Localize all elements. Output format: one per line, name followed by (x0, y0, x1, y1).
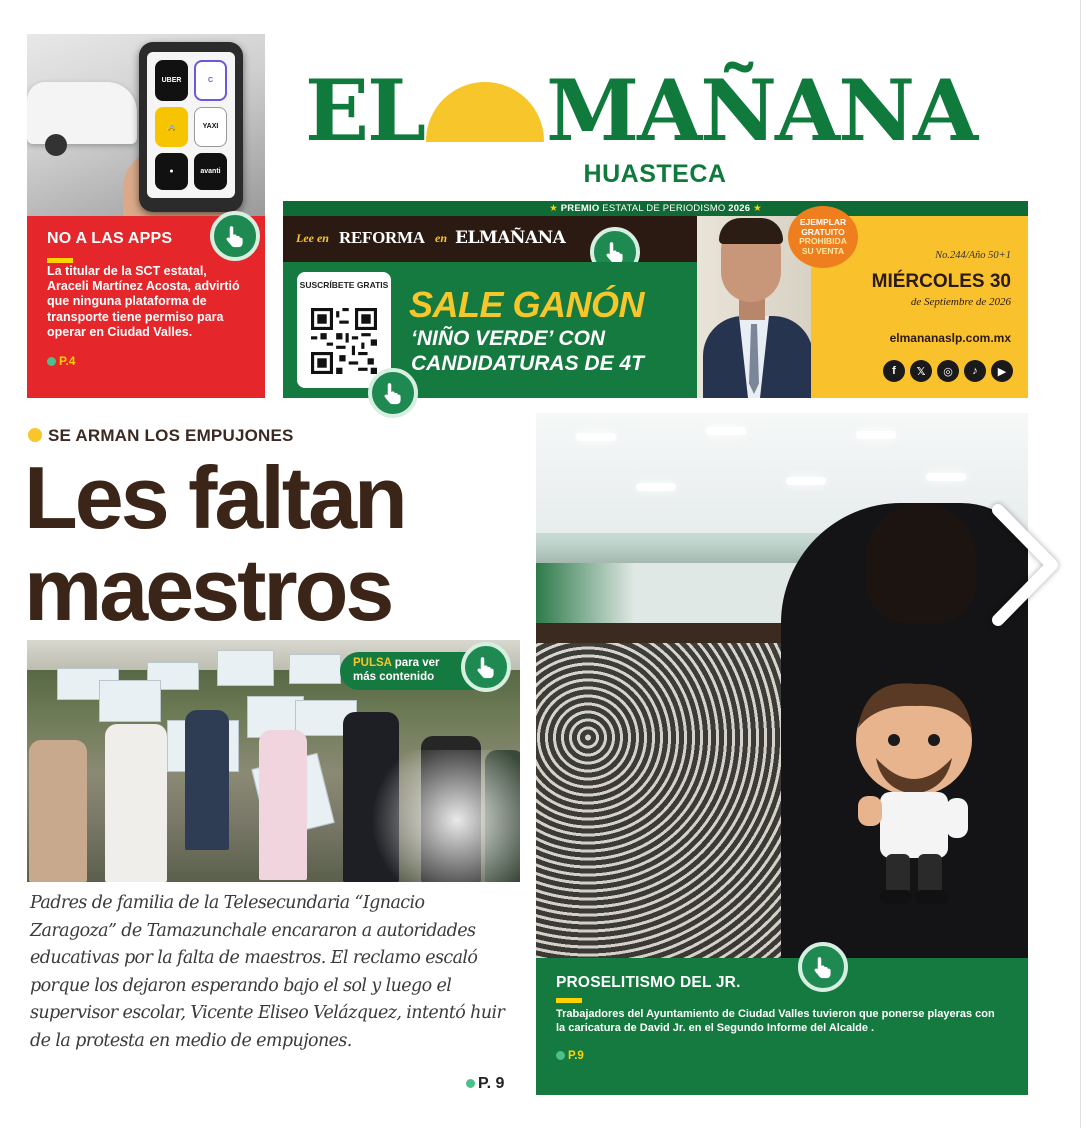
lead-headline[interactable]: Les faltan maestros (24, 448, 405, 639)
side-story-page-ref: P.9 (556, 1050, 584, 1062)
tap-hand-icon[interactable] (798, 942, 848, 992)
apps-story-photo (27, 34, 265, 216)
main-promo-banner[interactable] (283, 262, 697, 398)
funko-caricature-figure (836, 678, 986, 908)
el-manana-small-logo: ELMAÑANA (455, 228, 566, 248)
page-dot-icon (466, 1079, 475, 1088)
side-story-title: PROSELITISMO DEL JR. (556, 974, 741, 991)
app-tile: avanti (194, 153, 227, 190)
accent-bar (47, 258, 73, 263)
taxi-car-shape (27, 82, 137, 144)
newspaper-logo[interactable]: EL MAÑANA (305, 61, 977, 160)
app-tile: YAXI (194, 107, 227, 146)
apps-story-title: NO A LAS APPS (47, 230, 173, 247)
accent-bar (556, 998, 582, 1003)
award-strip: ★ PREMIO ESTATAL DE PERIODISMO 2026 ★ (283, 201, 1028, 216)
yellow-dot-icon (28, 428, 42, 442)
website-link[interactable]: elmananaslp.com.mx (889, 331, 1011, 345)
lead-kicker: SE ARMAN LOS EMPUJONES (28, 426, 294, 446)
facebook-icon[interactable]: f (883, 360, 905, 382)
x-icon[interactable]: 𝕏 (910, 360, 932, 382)
taxi-app-icon: 🚕 (155, 107, 188, 146)
page-edge-divider (1080, 0, 1081, 1128)
side-story-text: Trabajadores del Ayuntamiento de Ciudad Valles tuvieron que ponerse playeras con la caricatura de David Jr. en el Segundo Informe del Alcalde . (556, 1008, 995, 1034)
tap-hand-icon[interactable] (210, 211, 260, 261)
youtube-icon[interactable]: ▶ (991, 360, 1013, 382)
apps-story-text: La titular de la SCT estatal, Araceli Martínez Acosta, advirtió que ninguna plataforma de transporte tiene permiso para operar en Ciudad Valles. (47, 264, 240, 339)
app-tile: ● (155, 153, 188, 190)
event-photo[interactable] (536, 413, 1028, 958)
next-page-arrow-icon[interactable] (984, 500, 1064, 630)
issue-day: MIÉRCOLES 30 (871, 271, 1011, 292)
tap-hand-icon[interactable] (368, 368, 418, 418)
qr-code-icon[interactable] (311, 308, 377, 374)
apps-story-page-ref: P.4 (47, 354, 75, 368)
en-label: en (435, 231, 447, 245)
tiktok-icon[interactable]: ♪ (964, 360, 986, 382)
issue-date: de Septiembre de 2026 (910, 296, 1011, 308)
instagram-icon[interactable]: ◎ (937, 360, 959, 382)
tap-hand-icon[interactable] (461, 642, 511, 692)
page-dot-icon (556, 1051, 565, 1060)
app-tile: C (194, 60, 227, 101)
app-tile: UBER (155, 60, 188, 101)
lee-en-label: Lee en (296, 231, 329, 245)
social-links (883, 360, 1013, 382)
side-story-box[interactable] (536, 958, 1028, 1095)
banner-subhead: ‘NIÑO VERDE’ CON CANDIDATURAS DE 4T (411, 327, 644, 375)
star-icon: ★ (753, 203, 762, 214)
qr-subscribe-card[interactable] (297, 272, 391, 388)
star-icon: ★ (549, 203, 558, 214)
banner-headline: SALE GANÓN (409, 284, 645, 325)
qr-label: SUSCRÍBETE GRATIS (299, 280, 389, 290)
pulsa-more-content-button[interactable]: PULSA para ver más contenido (340, 652, 508, 690)
page-dot-icon (47, 357, 56, 366)
lead-page-ref[interactable]: P. 9 (466, 1075, 504, 1093)
edition-name: HUASTECA (583, 160, 727, 188)
sun-logo-icon (426, 82, 544, 142)
free-copy-badge: EJEMPLAR GRATUITO PROHIBIDA SU VENTA (788, 206, 858, 268)
reforma-label: REFORMA (339, 228, 425, 247)
smartphone-illustration (139, 42, 243, 212)
lead-body-text: Padres de familia de la Telesecundaria “Ignacio Zaragoza” de Tamazunchale encararon a autoridades educativas por la falta de maestros. El reclamo escaló porque los dejaron esperando bajo el sol y luego el supervisor escolar, Vicente Eliseo Velázquez, intentó huir de la protesta en medio de empujones. (30, 893, 505, 1051)
issue-number: No.244/Año 50+1 (935, 250, 1011, 261)
